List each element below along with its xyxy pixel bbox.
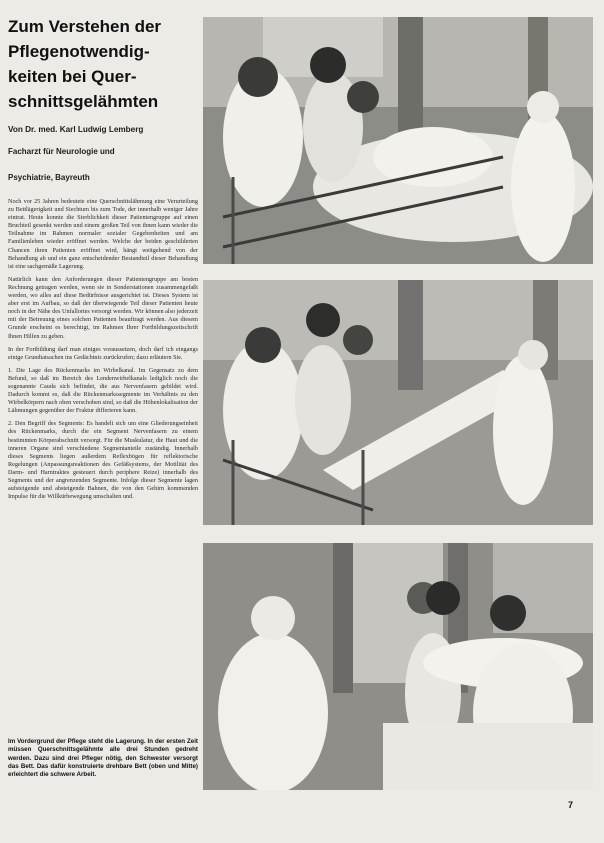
body-paragraph: In der Fortbildung darf man einiges voraussetzen, doch darf ich eingangs einige Grundtatsachen ins Gedächtnis zurückrufen; dazu erläutern Sie. (8, 345, 198, 361)
title-line: schnittsgelähmten (8, 92, 159, 111)
title-line: keiten bei Quer- (8, 67, 137, 86)
photo-middle-image (203, 280, 593, 525)
photo-bottom (203, 543, 593, 790)
photo-middle (203, 280, 593, 525)
photo-top-image (203, 17, 593, 264)
body-paragraph: 1. Die Lage des Rückenmarks im Wirbelkanal. Im Gegensatz zu dem Befund, so daß im Bereich des Lendenwirbelkanals lediglich noch die sogenannte Cauda sich befindet, die aus Nervenfasern gebildet wird. Dadurch kommt es, daß die Rückenmarkssegmente im Verhältnis zu den Wirbelkörpern nach oben verschoben sind, so daß die Höhenlokalisation der Lähmungen gegenüber der Fraktur differieren kann. (8, 366, 198, 415)
body-paragraph: 2. Den Begriff des Segments: Es handelt sich um eine Gliederungseinheit des Rückenmarks, durch die ein Segment Nervenfasern zu einem bestimmten Körperabschnitt versorgt. Für die Muskulatur, die Haut und die inneren Organe sind verschiedene Segmentanteile zuständig. Innerhalb dieses Segments liegen außerdem Reflexbögen für reflektorische Regelungen (Anpassungsreaktionen des Gefäßsystems, der Motilität des Darm- und Harntraktes gesteuert durch periphere Reize) innerhalb des Segments und der angrenzenden Segmente. Infolge dieser Segmente lagen aufsteigende und absteigende Bahnen, die von den Gehirn kommenden Impulse für die Willkürbewegung umschalten und. (8, 420, 198, 501)
title-line: Zum Verstehen der (8, 17, 162, 36)
photo-bottom-image (203, 543, 593, 790)
text-column (8, 14, 198, 506)
page-number: 7 (568, 800, 574, 810)
body-paragraph: Noch vor 25 Jahren bedeutete eine Querschnittslähmung eine Verurteilung zu Bettlägerigkeit und Siechtum bis zum Tode, der innerhalb weniger Jahre eintrat. Heute konnte die Sterblichkeit dieser Patientengruppe auf einen Bruchteil gesenkt werden und einem großen Teil von ihnen kann wieder die Teilnahme im Rahmen normaler sozialer Gegebenheiten und am Familienleben wieder eröffnet werden. Welche der beiden geschilderten Chancen ihren Patienten eröffnet wird, hängt weitgehend von der Behandlung ab und ein ganz entscheidender Bestandteil dieser Behandlung ist eine sachgemäße Lagerung. (8, 198, 198, 270)
photo-top (203, 17, 593, 264)
author-line: Von Dr. med. Karl Ludwig Lemberg (8, 125, 144, 134)
photo-caption: Im Vordergrund der Pflege steht die Lagerung. In der ersten Zeit müssen Querschnittsgelähmte alle drei Stunden gedreht werden. Dazu sind drei Pfleger nötig, den Schwester versorgt das Bett. Das dafür konstruierte drehbare Bett (oben und Mitte) erleichtert die schwere Arbeit. (8, 738, 198, 779)
title-line: Pflegenotwendig- (8, 42, 150, 61)
affiliation-line: Psychiatrie, Bayreuth (8, 173, 90, 182)
article-title (8, 14, 198, 114)
author-affiliation (8, 146, 198, 184)
affiliation-line: Facharzt für Neurologie und (8, 147, 115, 156)
body-paragraph: Natürlich kann den Anforderungen dieser Patientengruppe am besten Rechnung getragen werden, wenn sie in Sonderstationen zusammengefaßt werden, wo alles auf diese Bedürfnisse ausgerichtet ist. Dieses System ist aber erst im Aufbau, so daß der überwiegende Teil dieser Patienten heute noch in der Nähe des Unfallortes versorgt werden. Wir können also jederzeit mit der Betreuung eines solchen Patienten beauftragt werden. Aus diesem Grunde erscheint es berechtigt, im Rahmen Ihrer Fortbildungszeitschrift Ihnen Hilfen zu geben. (8, 275, 198, 340)
article-body (8, 198, 198, 501)
